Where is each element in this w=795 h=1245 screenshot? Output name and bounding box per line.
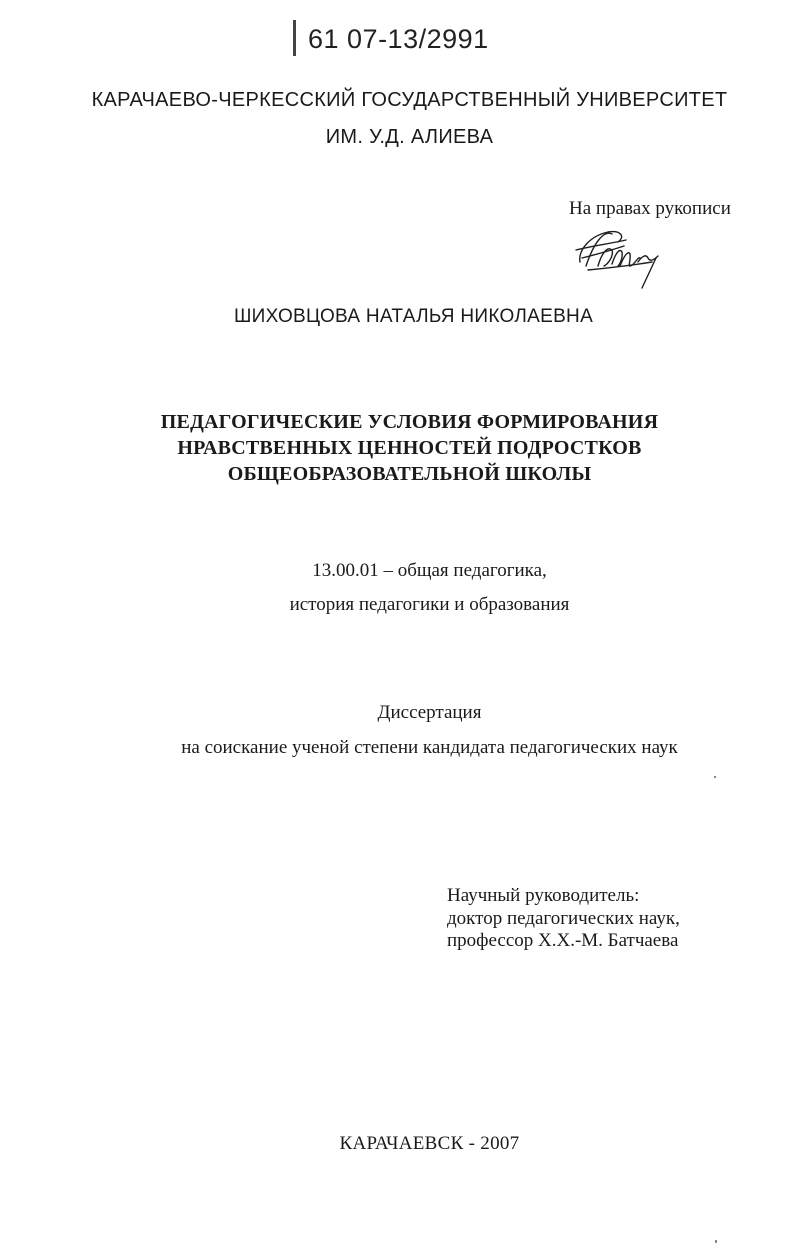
scan-speck [715,1240,717,1243]
author-name: ШИХОВЦОВА НАТАЛЬЯ НИКОЛАЕВНА [233,306,594,327]
document-type: Диссертация [377,702,482,723]
dissertation-title-line-2: НРАВСТВЕННЫХ ЦЕННОСТЕЙ ПОДРОСТКОВ [177,437,642,459]
specialty-code: 13.00.01 – общая педагогика, [312,560,547,581]
specialty-name: история педагогики и образования [289,594,570,615]
manuscript-rights-note: На правах рукописи [569,198,731,219]
author-signature [568,222,673,294]
advisor-name: профессор Х.Х.-М. Батчаева [447,930,679,951]
university-named-after: ИМ. У.Д. АЛИЕВА [325,126,494,148]
university-name: КАРАЧАЕВО-ЧЕРКЕССКИЙ ГОСУДАРСТВЕННЫЙ УНИВЕРСИТЕТ [91,89,728,111]
scan-speck [714,776,716,778]
advisor-degree: доктор педагогических наук, [447,908,680,929]
archive-stamp-number: 61 07-13/2991 [308,24,489,54]
dissertation-title-line-1: ПЕДАГОГИЧЕСКИЕ УСЛОВИЯ ФОРМИРОВАНИЯ [160,411,659,433]
stamp-margin-mark [293,20,296,56]
dissertation-title-line-3: ОБЩЕОБРАЗОВАТЕЛЬНОЙ ШКОЛЫ [227,463,592,485]
place-and-year: КАРАЧАЕВСК - 2007 [339,1133,520,1154]
advisor-heading: Научный руководитель: [447,885,640,906]
degree-purpose: на соискание ученой степени кандидата педагогических наук [181,737,678,758]
